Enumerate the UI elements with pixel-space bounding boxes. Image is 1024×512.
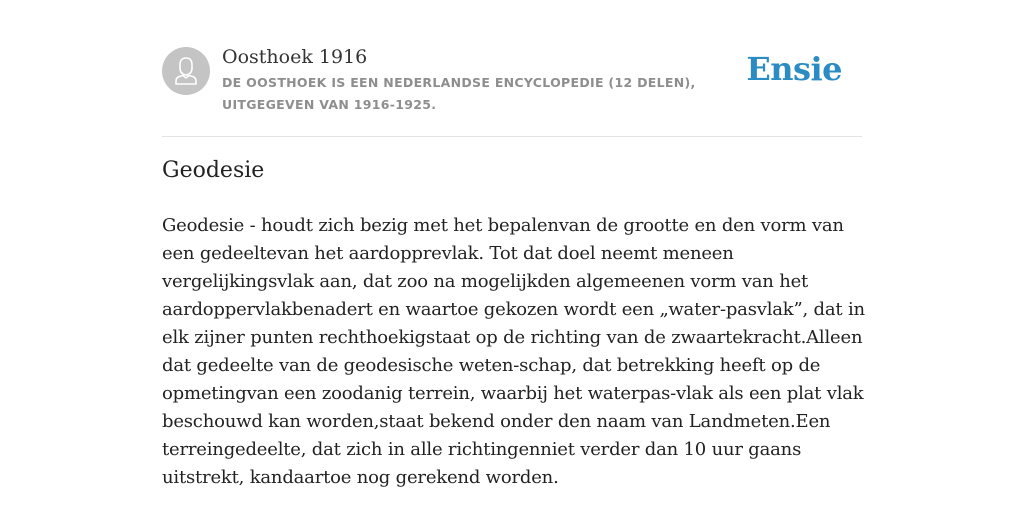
source-title[interactable]: Oosthoek 1916: [222, 46, 368, 68]
article-body: Geodesie - houdt zich bezig met het bepalenvan de grootte en den vorm van een gedeeltevan het aardopprevlak. Tot dat doel neemt meneen vergelijkingsvlak aan, dat zoo na mogelijkden algemeenen vorm van het aardoppervlakbenadert en waartoe gekozen wordt een „water-pasvlak”, dat in elk zijner punten rechthoekigstaat op de richting van de zwaartekracht.Alleen dat gedeelte van de geodesische weten-schap, dat betrekking heeft op de opmetingvan een zoodanig terrein, waarbij het waterpas-vlak als een plat vlak beschouwd kan worden,staat bekend onder den naam van Landmeten.Een terreingedeelte, dat zich in alle richtingenniet verder dan 10 uur gaans uitstrekt, kandaartoe nog gerekend worden.: [162, 215, 865, 488]
brand-logo[interactable]: Ensie: [746, 50, 842, 88]
article-title: Geodesie: [162, 158, 265, 183]
source-description: DE OOSTHOEK IS EEN NEDERLANDSE ENCYCLOPEDIE (12 DELEN), UITGEGEVEN VAN 1916-1925.: [222, 75, 696, 112]
source-header: [162, 44, 862, 137]
user-icon: [162, 47, 210, 95]
